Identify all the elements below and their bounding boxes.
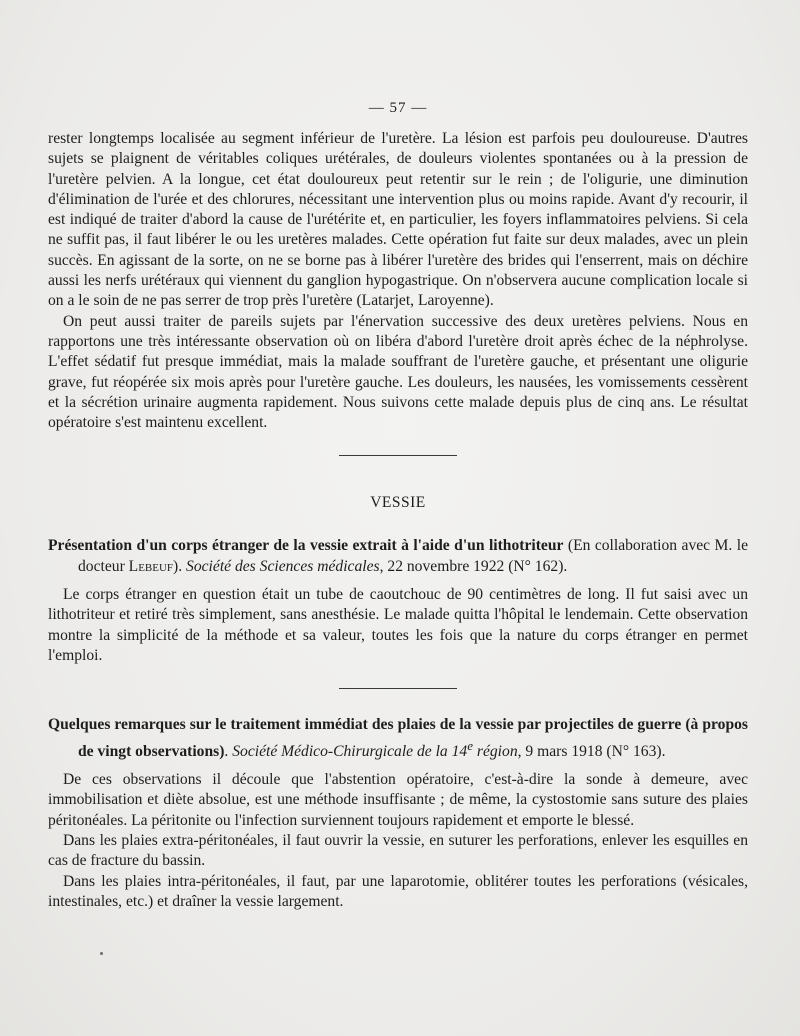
entry-title-bold: Présentation d'un corps étranger de la vessie extrait à l'aide d'un lithotriteur bbox=[48, 537, 564, 555]
entry-paragraph: Dans les plaies extra-péritonéales, il faut ouvrir la vessie, en suturer les perforations, enlever les esquilles en cas de fracture du bassin. bbox=[48, 831, 748, 870]
entry-journal: Société des Sciences médicales bbox=[186, 557, 380, 575]
bibliography-entry bbox=[48, 715, 748, 912]
section-heading: VESSIE bbox=[370, 494, 426, 512]
entry-paragraph: De ces observations il découle que l'abstention opératoire, c'est-à-dire la sonde à demeure, avec immobilisation et diète absolue, est une méthode insuffisante ; de même, la cystostomie sans suture des plaies péritonéales. La péritonite ou l'infection surviennent toujours rapidement et emporte le blessé. bbox=[48, 771, 748, 829]
entry-journal-sup: e bbox=[467, 737, 473, 753]
bibliography-entry bbox=[48, 536, 748, 666]
entry-divider bbox=[339, 688, 457, 689]
entry-title-after-collaborator: ). bbox=[173, 557, 187, 575]
entry-journal-name: Société Médico-Chirurgicale de la 14 bbox=[232, 742, 468, 760]
entry-title-bold: Quelques remarques sur le traitement immédiat des plaies de la vessie par projectiles de guerre (à propos de vingt observations) bbox=[48, 716, 748, 760]
entry-journal-tail: région bbox=[473, 742, 518, 760]
section-divider bbox=[339, 455, 457, 456]
entry-date: , 22 novembre 1922 (N° 162). bbox=[379, 557, 568, 575]
paper-speck bbox=[100, 952, 103, 955]
document-page bbox=[48, 100, 748, 912]
entry-title bbox=[48, 715, 748, 762]
entry-title-plain: (En collaboration avec M. le docteur bbox=[78, 537, 748, 575]
entry-title bbox=[48, 536, 748, 577]
entry-collaborator: Lebeuf bbox=[128, 557, 174, 575]
continuation-paragraph-2: On peut aussi traiter de pareils sujets par l'énervation successive des deux uretères pelviens. Nous en rapportons une très intéressante observation où on libéra d'abord l'uretère droit après échec de la néphrolyse. L'effet sédatif fut presque immédiat, mais la malade souffrant de l'uretère gauche, et présentant une oligurie grave, fut réopérée six mois après pour l'uretère gauche. Les douleurs, les nausées, les vomissements cessèrent et la sécrétion urinaire augmenta rapidement. Nous suivons cette malade depuis plus de cinq ans. Le résultat opératoire s'est maintenu excellent. bbox=[48, 312, 748, 432]
page-number: — 57 — bbox=[368, 100, 428, 116]
entry-date: , 9 mars 1918 (N° 163). bbox=[517, 742, 666, 760]
entry-paragraph: Le corps étranger en question était un tube de caoutchouc de 90 centimètres de long. Il fut saisi avec un lithotriteur et retiré très simplement, sans anesthésie. Le malade quitta l'hôpital le lendemain. Cette observation montre la simplicité de la méthode et sa valeur, toutes les fois que la nature du corps étranger en permet l'emploi. bbox=[48, 586, 748, 664]
entry-title-plain: . bbox=[224, 742, 233, 760]
entry-paragraph: Dans les plaies intra-péritonéales, il faut, par une laparotomie, oblitérer toutes les perforations (vésicales, intestinales, etc.) et draîner la vessie largement. bbox=[48, 872, 748, 910]
continuation-paragraph-1: rester longtemps localisée au segment inférieur de l'uretère. La lésion est parfois peu douloureuse. D'autres sujets se plaignent de véritables coliques urétérales, de douleurs violentes spontanées ou à la pression de l'uretère pelvien. A la longue, cet état douloureux peut retentir sur le rein ; de l'oligurie, une diminution d'élimination de l'urée et des chlorures, nécessitant une intervention plus ou moins rapide. Avant d'y recourir, il est indiqué de traiter d'abord la cause de l'urétérite et, en particulier, les foyers inflammatoires pelviens. Si cela ne suffit pas, il faut libérer le ou les uretères malades. Cette opération fut faite sur deux malades, avec un plein succès. En agissant de la sorte, on ne se borne pas à libérer l'uretère des brides qui l'enserrent, mais on déchire aussi les nerfs urétéraux qui viennent du ganglion hypogastrique. On n'observera aucune complication locale si on a le soin de ne pas serrer de trop près l'uretère (Latarjet, Laroyenne). bbox=[48, 130, 748, 310]
entry-journal bbox=[232, 737, 518, 760]
